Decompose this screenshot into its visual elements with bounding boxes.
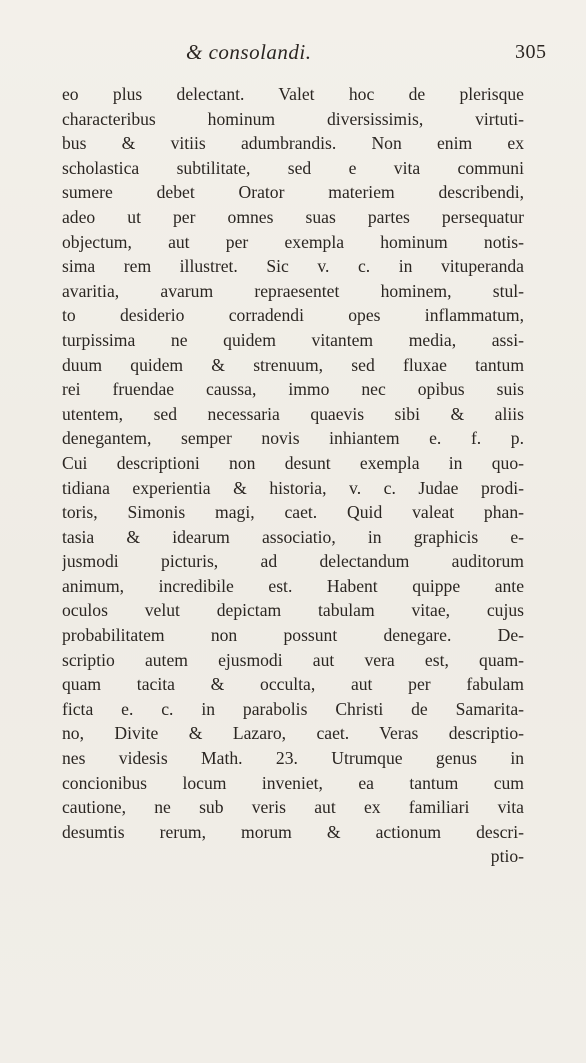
text-line: eo plus delectant. Valet hoc de plerisque — [62, 84, 524, 104]
body-text — [62, 82, 524, 869]
text-line: toris, Simonis magi, caet. Quid valeat phan- — [62, 502, 524, 523]
text-line: avaritia, avarum repraesentet hominem, stul- — [62, 280, 524, 301]
text-line: bus & vitiis adumbrandis. Non enim ex — [62, 133, 524, 154]
text-line: tidiana experientia & historia, v. c. Judae prodi- — [62, 477, 524, 498]
text-line: animum, incredibile est. Habent quippe ante — [62, 575, 524, 596]
text-line: quam tacita & occulta, aut per fabulam — [62, 674, 524, 695]
text-line: duum quidem & strenuum, sed fluxae tantum — [62, 354, 524, 375]
text-line: oculos velut depictam tabulam vitae, cujus — [62, 600, 524, 621]
text-line: utentem, sed necessaria quaevis sibi & aliis — [62, 403, 524, 424]
text-line: denegantem, semper novis inhiantem e. f. p. — [62, 428, 524, 449]
text-line: no, Divite & Lazaro, caet. Veras descriptio- — [62, 723, 524, 744]
text-line: to desiderio corradendi opes inflammatum, — [62, 305, 524, 326]
text-line: adeo ut per omnes suas partes persequatur — [62, 206, 524, 227]
text-line: Cui descriptioni non desunt exempla in quo- — [62, 452, 524, 473]
text-line: probabilitatem non possunt denegare. De- — [62, 625, 524, 646]
text-line: jusmodi picturis, ad delectandum auditorum — [62, 551, 524, 572]
text-line: sumere debet Orator materiem describendi, — [62, 182, 524, 203]
running-head — [0, 40, 586, 70]
text-line: rei fruendae caussa, immo nec opibus suis — [62, 379, 524, 400]
running-title: & consolandi. — [186, 40, 312, 64]
catchword: ptio- — [490, 846, 524, 867]
text-line: concionibus locum inveniet, ea tantum cum — [62, 772, 524, 793]
text-line: tasia & idearum associatio, in graphicis e- — [62, 526, 524, 547]
page-number: 305 — [515, 41, 547, 63]
text-line: turpissima ne quidem vitantem media, assi- — [62, 329, 524, 350]
text-line: desumtis rerum, morum & actionum descri- — [62, 821, 524, 842]
text-line: ficta e. c. in parabolis Christi de Samarita- — [62, 698, 524, 719]
text-line: objectum, aut per exempla hominum notis- — [62, 231, 524, 252]
text-line: scriptio autem ejusmodi aut vera est, quam- — [62, 649, 524, 670]
text-line: nes videsis Math. 23. Utrumque genus in — [62, 748, 524, 769]
text-line: cautione, ne sub veris aut ex familiari vita — [62, 797, 524, 818]
text-line: sima rem illustret. Sic v. c. in vituperanda — [62, 256, 524, 277]
text-line: scholastica subtilitate, sed e vita communi — [62, 157, 524, 178]
text-line: characteribus hominum diversissimis, virtuti- — [62, 108, 524, 129]
